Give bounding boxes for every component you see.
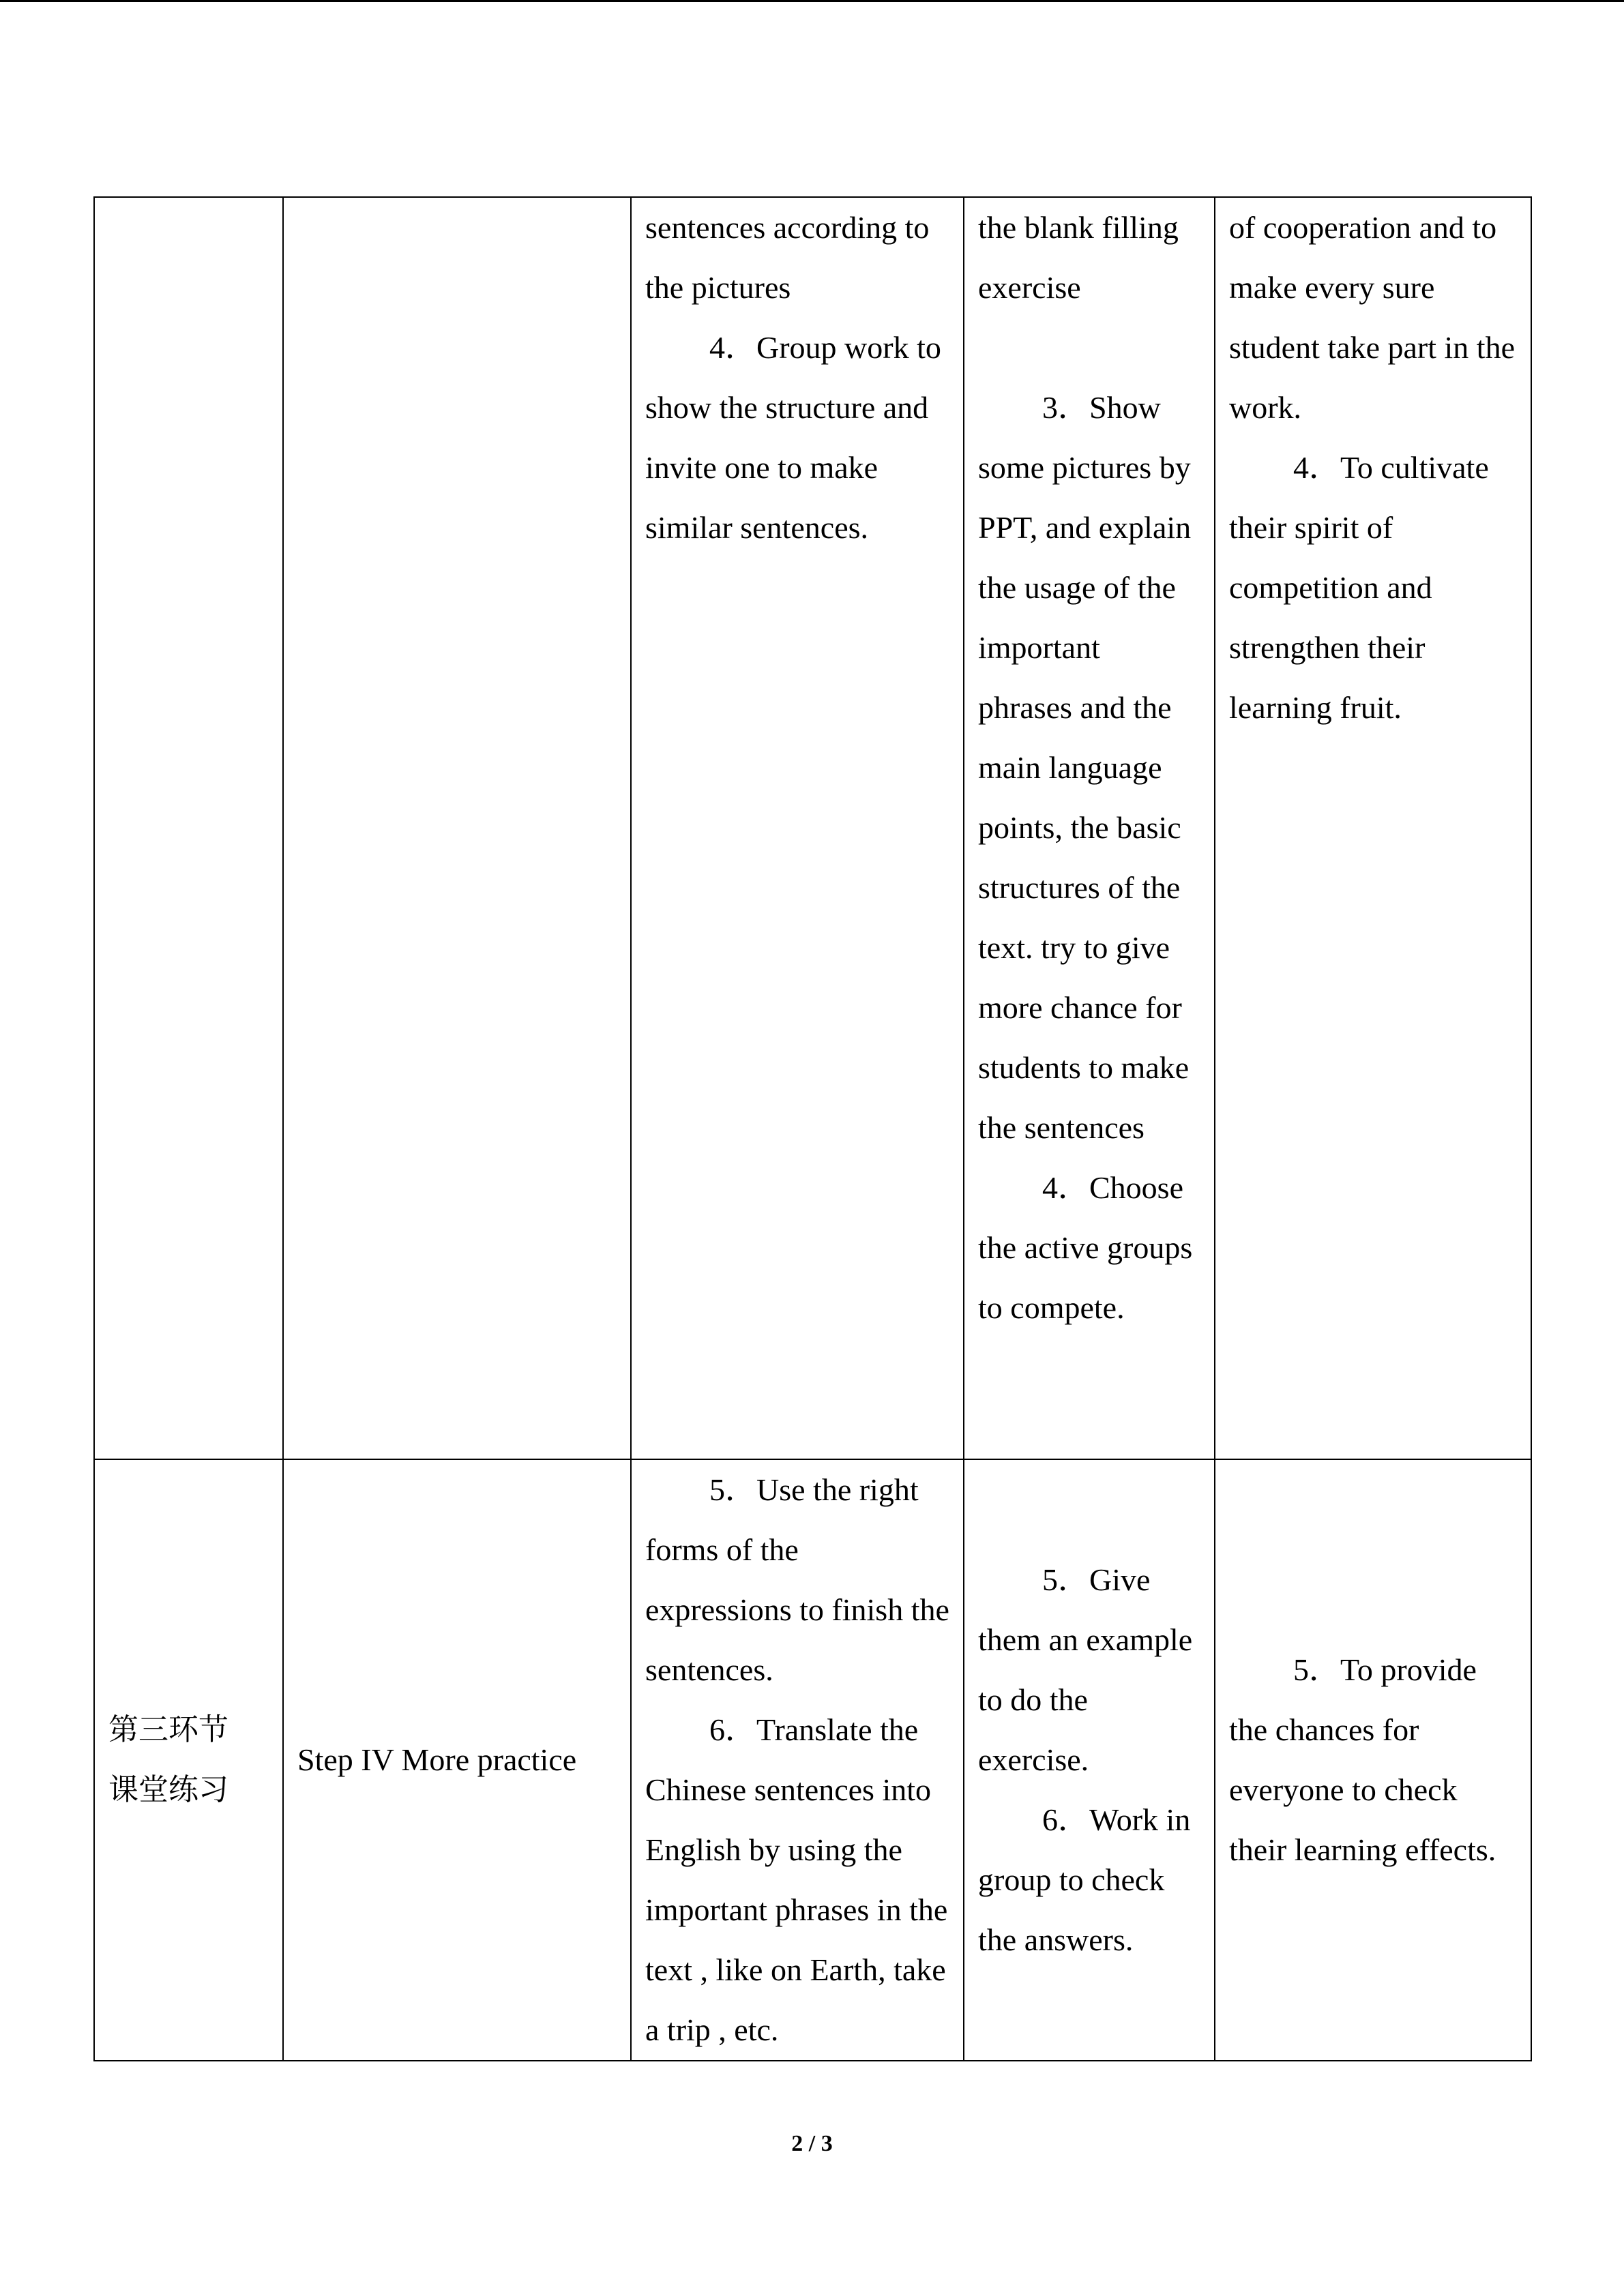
page-number: 2 / 3 [791, 2131, 833, 2156]
stage-cell [94, 1459, 283, 2061]
purpose-paragraph: 5．To provide the chances for everyone to check their learning effects. [1229, 1652, 1496, 1867]
student-activities-cell [631, 1459, 964, 2061]
teacher-activity-paragraph: 3．Show some pictures by PPT, and explain the usage of the important phrases and the main language points, the basic structures of the text. try to give more chance for students to make the sentences [978, 390, 1192, 1145]
step-cell [283, 1459, 631, 2061]
stage-label: 第三环节 [108, 1712, 228, 1747]
student-activities-cell [631, 197, 964, 1459]
purpose-cell [1215, 197, 1531, 1459]
student-activity-paragraph: sentences according to the pictures [645, 210, 930, 305]
stage-label: 课堂练习 [108, 1772, 228, 1807]
student-activity-paragraph: 4．Group work to show the structure and invite one to make similar sentences. [645, 330, 941, 545]
teacher-activities-cell [964, 1459, 1215, 2061]
teacher-activity-paragraph: the blank filling exercise [978, 210, 1179, 305]
purpose-cell [1215, 1459, 1531, 2061]
table-row [94, 197, 1531, 1459]
purpose-paragraph: 4．To cultivate their spirit of competition and strengthen their learning fruit. [1229, 450, 1489, 725]
purpose-paragraph: of cooperation and to make every sure student take part in the work. [1229, 210, 1515, 425]
student-activity-paragraph: 5．Use the right forms of the expressions to finish the sentences. [645, 1472, 949, 1687]
lesson-plan-table [93, 196, 1532, 2061]
teacher-activity-paragraph: 5．Give them an example to do the exercise. [978, 1562, 1193, 1777]
stage-cell [94, 197, 283, 1459]
step-cell [283, 197, 631, 1459]
teacher-activity-paragraph: 4．Choose the active groups to compete. [978, 1170, 1193, 1325]
teacher-activities-cell [964, 197, 1215, 1459]
step-label: Step IV More practice [297, 1742, 577, 1777]
teacher-activity-paragraph: 6．Work in group to check the answers. [978, 1802, 1191, 1957]
student-activity-paragraph: 6．Translate the Chinese sentences into English by using the important phrases in the text , like on Earth, take a trip , etc. [645, 1712, 948, 2047]
table-row [94, 1459, 1531, 2061]
top-border-line [0, 0, 1624, 2]
